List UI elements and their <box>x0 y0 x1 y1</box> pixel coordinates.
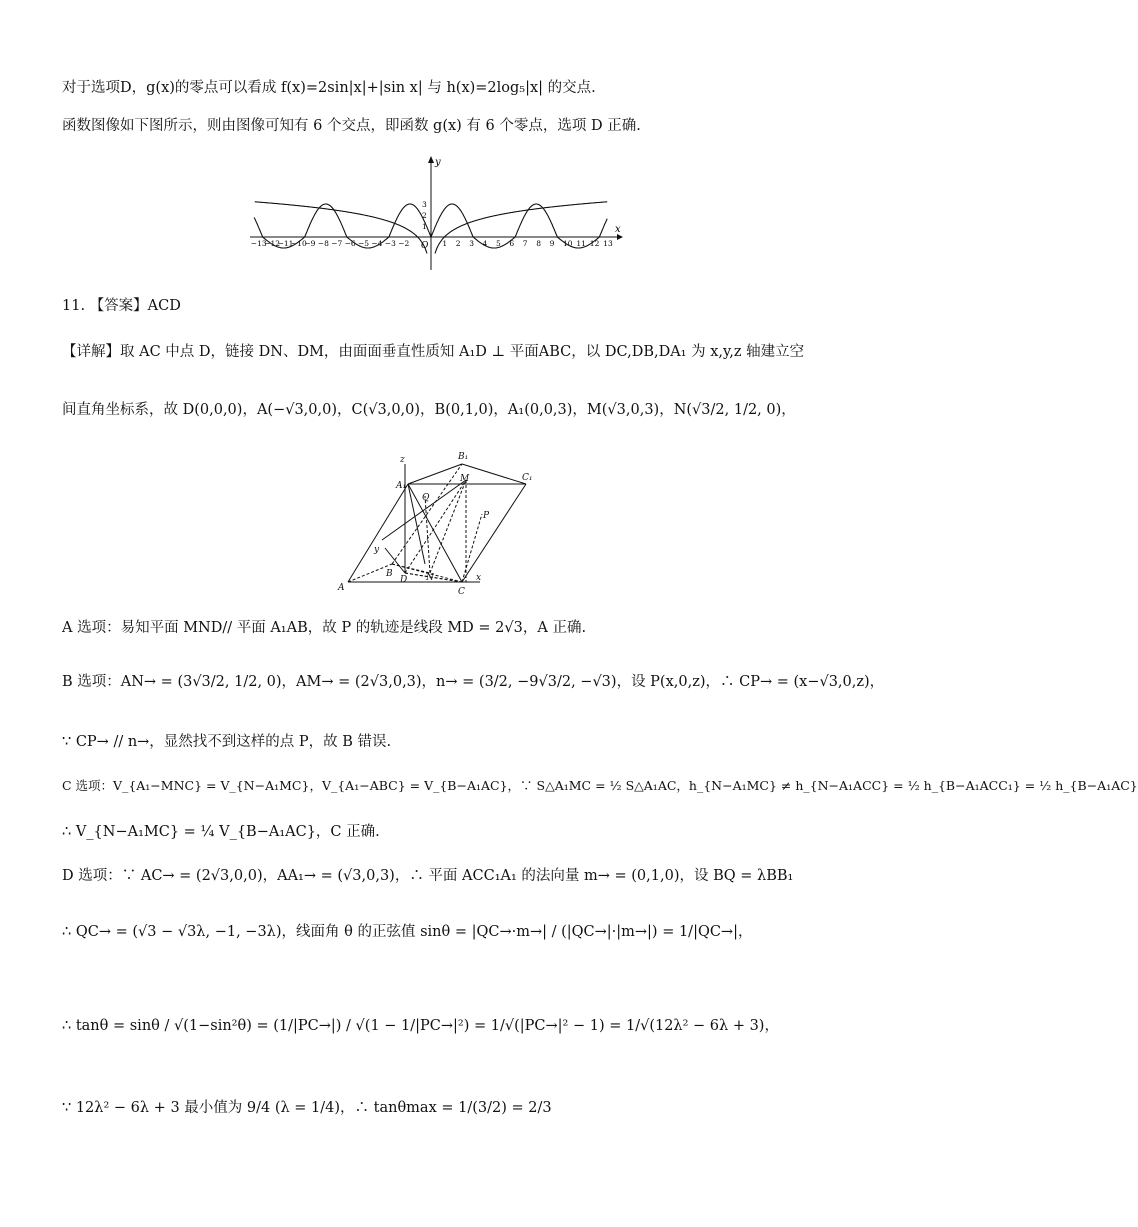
x-tick-label: −5 <box>358 239 370 248</box>
label-b1: B₁ <box>458 452 469 462</box>
x-tick-label: −11 <box>277 239 294 248</box>
y-tick-label: 1 <box>422 222 427 231</box>
label-b: B <box>386 569 393 579</box>
y-tick-label: 2 <box>422 211 427 220</box>
x-tick-label: −8 <box>317 239 329 248</box>
label-n: N <box>426 573 434 583</box>
x-tick-label: 5 <box>496 239 501 248</box>
detail-line-2: 间直角坐标系，故 D(0,0,0)，A(−√3,0,0)，C(√3,0,0)，B(0,1,0)，A₁(0,0,3)，M(√3,0,3)，N(√3/2, 1/2, 0)， <box>62 402 796 418</box>
x-tick-label: 8 <box>536 239 541 248</box>
label-p: P <box>483 511 490 521</box>
x-tick-label: −7 <box>331 239 343 248</box>
x-tick-label: 2 <box>455 239 461 248</box>
label-d: D <box>400 575 408 585</box>
label-a: A <box>338 583 345 593</box>
text-line-1: 对于选项D，g(x)的零点可以看成 f(x)=2sin|x|+|sin x| 与 h(x)=2log₅|x| 的交点. <box>62 80 596 96</box>
label-q: Q <box>422 493 430 503</box>
option-d-line-4: ∵ 12λ² − 6λ + 3 最小值为 9/4 (λ = 1/4)，∴ tanθmax = 1/(3/2) = 2/3 <box>62 1100 552 1116</box>
function-graph <box>245 155 625 273</box>
x-tick-label: 6 <box>509 239 515 248</box>
x-tick-label: −3 <box>384 239 396 248</box>
option-b-line-1: B 选项：AN→ = (3√3/2, 1/2, 0)，AM→ = (2√3,0,3)，n→ = (3/2, −9√3/2, −√3)，设 P(x,0,z)，∴ CP→ = (x−√3,0,z)， <box>62 674 885 690</box>
x-tick-label: 4 <box>482 239 488 248</box>
x-tick-label: −10 <box>291 239 307 248</box>
origin-label: O <box>421 241 429 251</box>
x-tick-label: 7 <box>522 239 528 248</box>
label-y: y <box>374 545 380 555</box>
y-axis-label: y <box>435 157 441 168</box>
x-tick-label: 9 <box>549 239 555 248</box>
prism-figure <box>330 448 550 598</box>
option-d-line-1: D 选项：∵ AC→ = (2√3,0,0)，AA₁→ = (√3,0,3)，∴ 平面 ACC₁A₁ 的法向量 m→ = (0,1,0)，设 BQ = λBB₁ <box>62 868 794 884</box>
option-d-line-3: ∴ tanθ = sinθ / √(1−sin²θ) = (1/|PC→|) / √(1 − 1/|PC→|²) = 1/√(|PC→|² − 1) = 1/√(12λ² − 6λ + 3)， <box>62 1018 779 1034</box>
text-line-2: 函数图像如下图所示，则由图像可知有 6 个交点，即函数 g(x) 有 6 个零点，选项 D 正确. <box>62 118 641 134</box>
x-axis-label: x <box>615 224 621 235</box>
answer-heading: 11. 【答案】ACD <box>62 298 181 314</box>
option-c-line-1: C 选项：V_{A₁−MNC} = V_{N−A₁MC}，V_{A₁−ABC} = V_{B−A₁AC}，∵ S△A₁MC = ½ S△A₁AC，h_{N−A₁MC} ≠ h_{N−A₁ACC} = ½ h_{B−A₁ACC₁} = ½ h_{B−A₁AC} <box>62 778 1138 793</box>
detail-line-1: 【详解】取 AC 中点 D，链接 DN、DM，由面面垂直性质知 A₁D ⊥ 平面ABC，以 DC,DB,DA₁ 为 x,y,z 轴建立空 <box>62 344 805 360</box>
x-tick-label: −4 <box>371 239 383 248</box>
x-tick-label: 13 <box>603 239 613 248</box>
x-tick-label: −12 <box>264 239 281 248</box>
x-tick-label: −2 <box>398 239 410 248</box>
option-b-line-2: ∵ CP→ // n→，显然找不到这样的点 P，故 B 错误. <box>62 734 392 750</box>
x-tick-label: 3 <box>469 239 474 248</box>
y-tick-label: 3 <box>422 200 427 209</box>
option-a-line: A 选项：易知平面 MND// 平面 A₁AB，故 P 的轨迹是线段 MD = 2√3，A 正确. <box>62 620 587 636</box>
option-d-line-2: ∴ QC→ = (√3 − √3λ, −1, −3λ)，线面角 θ 的正弦值 sinθ = |QC→·m→| / (|QC→|·|m→|) = 1/|QC→|， <box>62 924 753 940</box>
label-c1: C₁ <box>522 473 533 483</box>
x-tick-label: −9 <box>304 239 316 248</box>
x-tick-label: 1 <box>442 239 448 248</box>
label-m: M <box>460 474 470 484</box>
x-tick-label: 10 <box>563 239 573 248</box>
label-a1: A₁ <box>396 481 407 491</box>
x-tick-label: −13 <box>250 239 267 248</box>
label-c: C <box>458 587 465 597</box>
x-tick-label: 12 <box>589 239 600 248</box>
option-c-line-2: ∴ V_{N−A₁MC} = ¼ V_{B−A₁AC}，C 正确. <box>62 824 380 840</box>
y-axis-arrow-icon <box>428 156 434 163</box>
x-tick-labels <box>251 239 613 248</box>
label-z: z <box>400 455 405 465</box>
label-x: x <box>476 573 482 583</box>
x-tick-label: 11 <box>576 239 586 248</box>
x-tick-label: −6 <box>344 239 356 248</box>
